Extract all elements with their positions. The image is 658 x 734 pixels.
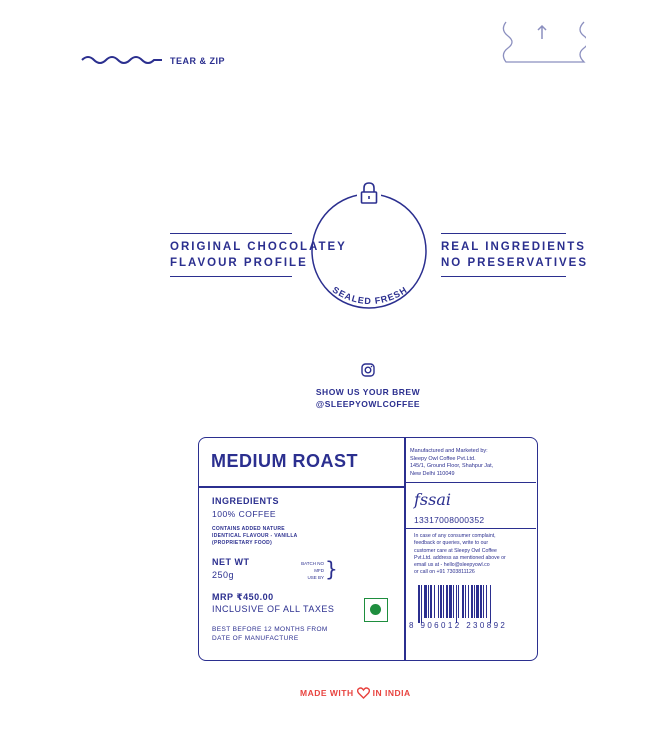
claim-left-line1: ORIGINAL CHOCOLATEY: [170, 241, 347, 253]
fssai-logo: fssai: [414, 490, 451, 509]
show-us-your-brew: [270, 386, 466, 410]
made-in-india: [300, 687, 411, 699]
brace-icon: }: [325, 557, 338, 581]
contains-flavour-note: [212, 526, 322, 547]
contains-line2: IDENTICAL FLAVOUR - VANILLA: [212, 533, 298, 539]
mfd-label: MFD: [314, 568, 324, 573]
contains-line1: CONTAINS ADDED NATURE: [212, 526, 285, 532]
ingredients-value: 100% COFFEE: [212, 509, 277, 519]
batch-info: [294, 560, 324, 581]
ingredients-label: INGREDIENTS: [212, 496, 280, 506]
fssai-rule: [405, 528, 536, 529]
title-rule: [199, 486, 404, 488]
arrow-up-icon: [536, 24, 548, 40]
instagram-icon: [361, 363, 375, 377]
claim-left: [170, 239, 347, 271]
tear-wave-icon: [80, 54, 164, 66]
claim-right: [441, 239, 588, 271]
social-line1: SHOW US YOUR BREW: [315, 387, 421, 397]
manufacturer-rule: [405, 482, 536, 483]
contains-line3: (PROPRIETARY FOOD): [212, 540, 273, 546]
use-by-label: USE BY: [307, 575, 324, 580]
manufacturer-info: [410, 448, 535, 478]
claim-right-line2: NO PRESERVATIVES: [441, 257, 589, 269]
lock-icon: [360, 182, 378, 204]
claim-right-top-rule: [441, 233, 566, 234]
complaint-line1: In case of any consumer complaint,: [414, 533, 496, 539]
manufacturer-line1: Manufactured and Marketed by:: [410, 448, 488, 454]
svg-text:SEALED FRESH: SEALED FRESH: [330, 284, 410, 307]
complaint-line5: email us at - hello@sleepyowl.co: [414, 562, 490, 569]
claim-left-line2: FLAVOUR PROFILE: [170, 257, 308, 269]
fssai-license-number: 13317008000352: [414, 515, 485, 525]
claim-left-bottom-rule: [170, 276, 292, 277]
veg-dot: [370, 604, 381, 615]
mrp-price: MRP ₹450.00: [212, 592, 274, 602]
manufacturer-line3: 145/1, Ground Floor, Shahpur Jat,: [410, 463, 494, 469]
net-weight-label: NET WT: [212, 557, 250, 567]
claim-right-bottom-rule: [441, 276, 566, 277]
barcode-number: 8 906012 230892: [409, 621, 508, 630]
batch-no-label: BATCH NO: [301, 561, 324, 566]
best-before: [212, 625, 342, 643]
net-weight-value: 250g: [212, 570, 235, 580]
complaint-line6: or call on +91 7303811126: [414, 569, 475, 576]
heart-icon: [357, 687, 370, 699]
social-handle: @SLEEPYOWLCOFFEE: [315, 399, 421, 409]
sealed-fresh-curved-text: [310, 262, 430, 322]
manufacturer-line4: New Delhi 110049: [410, 470, 455, 477]
in-india-text: IN INDIA: [372, 688, 411, 698]
complaint-line4: Pvt.Ltd. address as mentioned above or: [414, 554, 506, 561]
barcode: [418, 585, 522, 623]
made-with-text: MADE WITH: [300, 688, 354, 698]
complaint-line3: customer care at Sleepy Owl Coffee: [414, 547, 497, 554]
tear-zip-label: TEAR & ZIP: [170, 56, 226, 66]
best-before-line2: DATE OF MANUFACTURE: [212, 635, 299, 642]
best-before-line1: BEST BEFORE 12 MONTHS FROM: [212, 626, 328, 633]
consumer-complaint-info: [414, 533, 529, 577]
complaint-line2: feedback or queries, write to our: [414, 540, 489, 547]
tax-note: INCLUSIVE OF ALL TAXES: [212, 604, 335, 614]
manufacturer-line2: Sleepy Owl Coffee Pvt.Ltd.: [410, 455, 476, 462]
roast-title: MEDIUM ROAST: [211, 451, 358, 471]
veg-symbol-icon: [364, 598, 388, 622]
claim-right-line1: REAL INGREDIENTS: [441, 241, 586, 253]
claim-left-top-rule: [170, 233, 292, 234]
label-divider: [404, 438, 406, 660]
